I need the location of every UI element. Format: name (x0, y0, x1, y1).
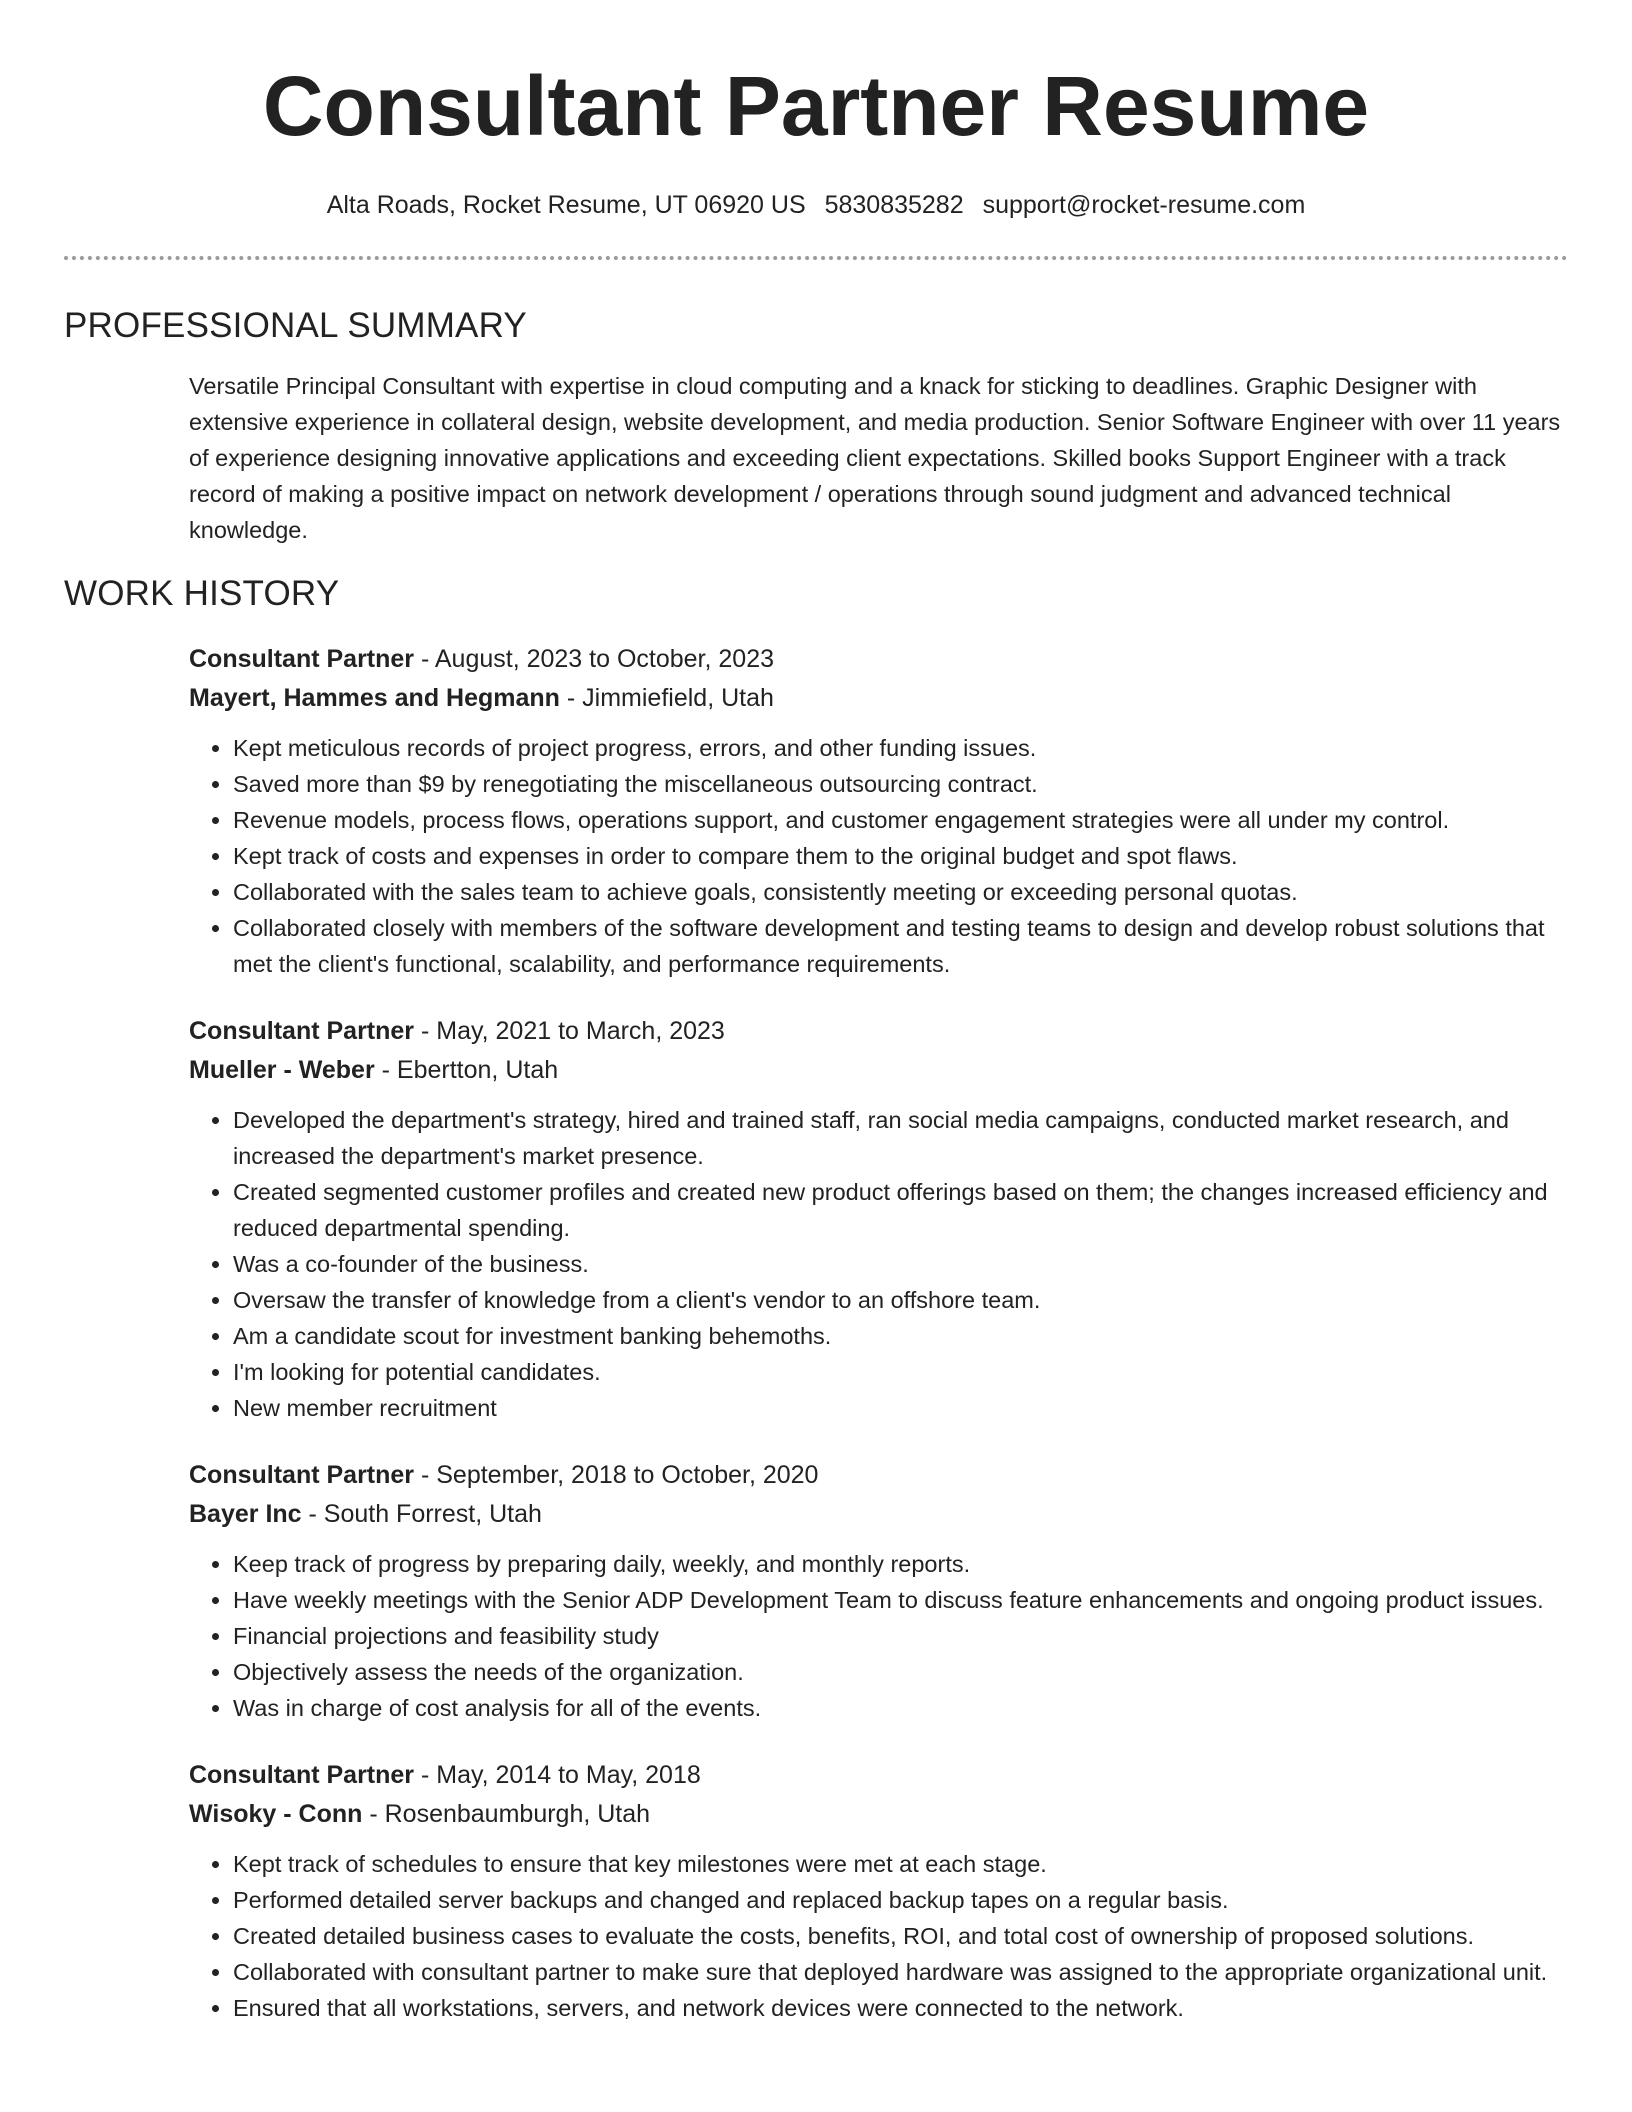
resume-title: Consultant Partner Resume (262, 59, 1370, 153)
job-position: Consultant Partner (189, 645, 415, 673)
job-bullet-list (189, 1546, 1568, 1726)
job-bullet: • Kept track of schedules to ensure that key milestones were met at each stage. (233, 1846, 1568, 1882)
job-company: Wisoky - Conn (189, 1800, 363, 1828)
job-position: Consultant Partner (189, 1017, 415, 1045)
job-dates: - August, 2023 to October, 2023 (414, 645, 775, 673)
job-bullet: • Kept meticulous records of project progress, errors, and other funding issues. (233, 730, 1568, 766)
job-company-line (189, 1051, 1568, 1090)
job-bullet: • Kept track of costs and expenses in order to compare them to the original budget and spot flaws. (233, 838, 1568, 874)
job-position: Consultant Partner (189, 1761, 415, 1789)
job-bullet: • Am a candidate scout for investment banking behemoths. (233, 1318, 1568, 1354)
job-entry (189, 1756, 1568, 2026)
job-company: Mueller - Weber (189, 1056, 375, 1084)
section-title-work-history: WORK HISTORY (64, 574, 340, 613)
contact-email: support@rocket-resume.com (982, 191, 1306, 219)
job-bullet: • Keep track of progress by preparing daily, weekly, and monthly reports. (233, 1546, 1568, 1582)
job-company-line (189, 1495, 1568, 1534)
job-bullet: • Was a co-founder of the business. (233, 1246, 1568, 1282)
job-entry (189, 1012, 1568, 1426)
job-position-line (189, 1756, 1568, 1795)
job-bullet: • I'm looking for potential candidates. (233, 1354, 1568, 1390)
contact-line (0, 188, 1632, 222)
job-location: - Ebertton, Utah (374, 1056, 559, 1084)
job-position-line (189, 640, 1568, 679)
job-bullet: • Collaborated with the sales team to achieve goals, consistently meeting or exceeding personal quotas. (233, 874, 1568, 910)
contact-phone: 5830835282 (824, 191, 964, 219)
job-bullet: • Ensured that all workstations, servers, and network devices were connected to the network. (233, 1990, 1568, 2026)
job-bullet: • Revenue models, process flows, operations support, and customer engagement strategies were all under my control. (233, 802, 1568, 838)
job-dates: - September, 2018 to October, 2020 (414, 1461, 819, 1489)
job-location: - South Forrest, Utah (301, 1500, 542, 1528)
job-bullet: • Financial projections and feasibility study (233, 1618, 1568, 1654)
job-position: Consultant Partner (189, 1461, 415, 1489)
job-bullet: • Collaborated with consultant partner to make sure that deployed hardware was assigned to the appropriate organizational unit. (233, 1954, 1568, 1990)
job-bullet: • Developed the department's strategy, hired and trained staff, ran social media campaigns, conducted market research, and increased the department's market presence. (233, 1102, 1568, 1174)
job-bullet-list (189, 1102, 1568, 1426)
job-bullet-list (189, 1846, 1568, 2026)
job-position-line (189, 1012, 1568, 1051)
job-dates: - May, 2021 to March, 2023 (414, 1017, 725, 1045)
section-title-summary: PROFESSIONAL SUMMARY (64, 306, 527, 345)
job-location: - Rosenbaumburgh, Utah (362, 1800, 651, 1828)
contact-address: Alta Roads, Rocket Resume, UT 06920 US (326, 191, 806, 219)
job-company: Bayer Inc (189, 1500, 302, 1528)
job-bullet: • Created segmented customer profiles and created new product offerings based on them; the changes increased efficiency and reduced departmental spending. (233, 1174, 1568, 1246)
job-bullet: • Collaborated closely with members of the software development and testing teams to design and develop robust solutions that met the client's functional, scalability, and performance requirements. (233, 910, 1568, 982)
job-company-line (189, 1795, 1568, 1834)
resume-header (0, 0, 1632, 222)
job-bullet: • New member recruitment (233, 1390, 1568, 1426)
job-bullet: • Objectively assess the needs of the organization. (233, 1654, 1568, 1690)
summary-text: Versatile Principal Consultant with expertise in cloud computing and a knack for sticking to deadlines. Graphic Designer with extensive experience in collateral design, website development, and media production. Senior Software Engineer with over 11 years of experience designing innovative applications and exceeding client expectations. Skilled books Support Engineer with a track record of making a positive impact on network development / operations through sound judgment and advanced technical knowledge. (189, 373, 1561, 543)
job-bullet: • Have weekly meetings with the Senior ADP Development Team to discuss feature enhancements and ongoing product issues. (233, 1582, 1568, 1618)
job-bullet: • Oversaw the transfer of knowledge from a client's vendor to an offshore team. (233, 1282, 1568, 1318)
job-entry (189, 1456, 1568, 1726)
job-company: Mayert, Hammes and Hegmann (189, 684, 560, 712)
job-dates: - May, 2014 to May, 2018 (414, 1761, 701, 1789)
job-bullet: • Performed detailed server backups and changed and replaced backup tapes on a regular basis. (233, 1882, 1568, 1918)
job-bullet: • Saved more than $9 by renegotiating the miscellaneous outsourcing contract. (233, 766, 1568, 802)
job-position-line (189, 1456, 1568, 1495)
job-location: - Jimmiefield, Utah (559, 684, 774, 712)
header-divider (64, 256, 1568, 260)
job-entry (189, 640, 1568, 982)
job-bullet: • Was in charge of cost analysis for all of the events. (233, 1690, 1568, 1726)
job-company-line (189, 679, 1568, 718)
job-bullet: • Created detailed business cases to evaluate the costs, benefits, ROI, and total cost of ownership of proposed solutions. (233, 1918, 1568, 1954)
job-bullet-list (189, 730, 1568, 982)
